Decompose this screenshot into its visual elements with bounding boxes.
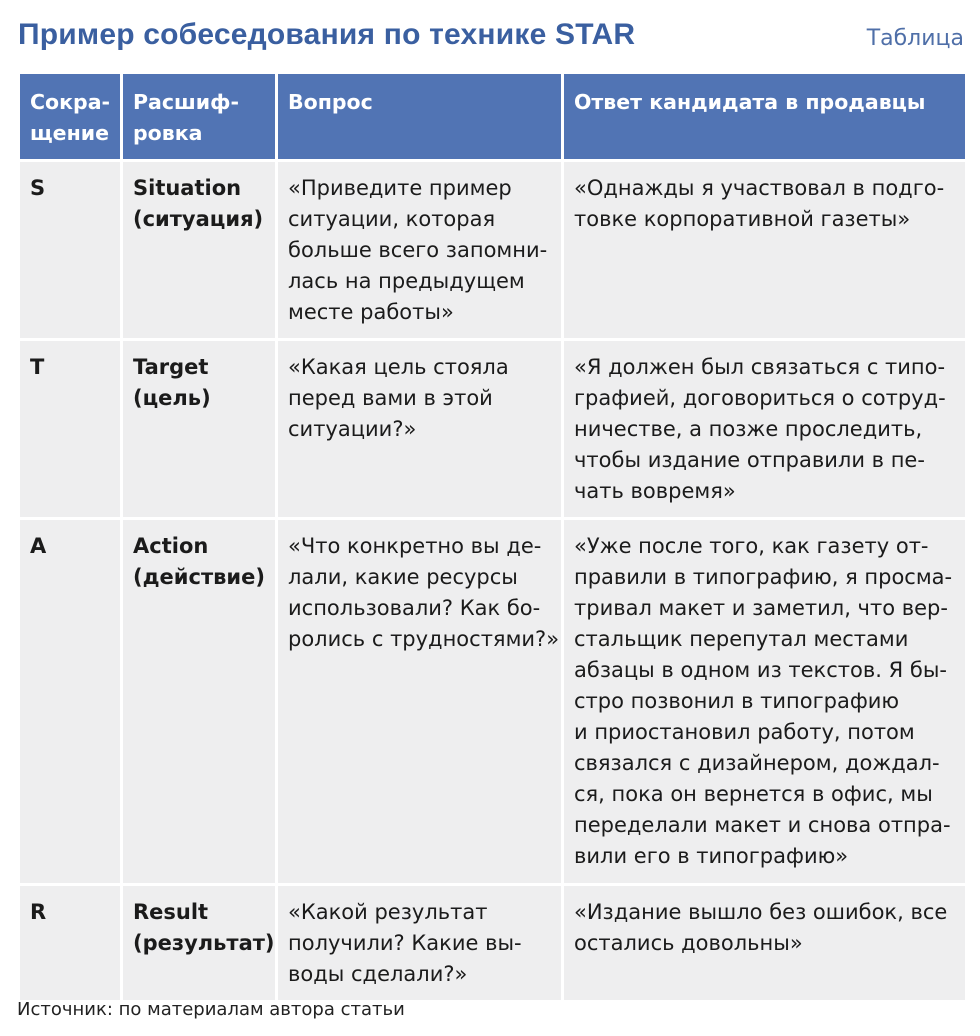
answer-cell — [563, 161, 967, 340]
cell-line: воды сделали?» — [288, 962, 468, 986]
abbreviation-cell: T — [19, 340, 122, 519]
cell-line: товке корпоративной газеты» — [574, 207, 911, 231]
cell-line: ничестве, а позже проследить, — [574, 417, 923, 441]
header-row — [19, 73, 967, 161]
decoding-cell — [122, 885, 277, 1002]
cell-line: правили в типографию, я просма- — [574, 565, 953, 589]
cell-line: и приостановил работу, потом — [574, 720, 915, 744]
header-line: Вопрос — [288, 90, 373, 114]
cell-line: использовали? Как бо- — [288, 596, 541, 620]
answer-cell — [563, 885, 967, 1002]
answer-cell — [563, 340, 967, 519]
cell-line: связался с дизайнером, дождал- — [574, 751, 940, 775]
cell-line: (результат) — [133, 931, 275, 955]
cell-line: ситуации, которая — [288, 207, 496, 231]
cell-line: «Что конкретно вы де- — [288, 534, 542, 558]
question-cell — [277, 161, 563, 340]
cell-line: месте работы» — [288, 300, 454, 324]
cell-line: ролись с трудностями?» — [288, 627, 560, 651]
table-row — [19, 340, 967, 519]
cell-line: лась на предыдущем — [288, 269, 525, 293]
cell-line: (ситуация) — [133, 207, 264, 231]
column-header-answer — [563, 73, 967, 161]
cell-line: «Я должен был связаться с типо- — [574, 355, 946, 379]
cell-line: абзацы в одном из текстов. Я бы- — [574, 658, 947, 682]
cell-line: «Однажды я участвовал в подго- — [574, 176, 945, 200]
table-label: Таблица — [866, 26, 964, 51]
cell-line: Action — [133, 534, 209, 558]
cell-line: чтобы издание отправили в пе- — [574, 448, 925, 472]
cell-line: ситуации?» — [288, 417, 417, 441]
header-line: Ответ кандидата в продавцы — [574, 90, 926, 114]
question-cell — [277, 519, 563, 885]
header-line: Сокра- — [30, 90, 111, 114]
cell-line: вили его в типографию» — [574, 844, 849, 868]
header-line: ровка — [133, 121, 203, 145]
cell-line: Result — [133, 900, 209, 924]
cell-line: перед вами в этой — [288, 386, 493, 410]
star-table — [17, 71, 968, 1003]
cell-line: остались довольны» — [574, 931, 803, 955]
cell-line: ся, пока он вернется в офис, мы — [574, 782, 933, 806]
cell-line: стро позвонил в типографию — [574, 689, 900, 713]
cell-line: получили? Какие вы- — [288, 931, 522, 955]
table-row — [19, 885, 967, 1002]
abbreviation-cell: R — [19, 885, 122, 1002]
column-header-decoding — [122, 73, 277, 161]
column-header-abbreviation — [19, 73, 122, 161]
cell-line: Target — [133, 355, 209, 379]
cell-line: «Издание вышло без ошибок, все — [574, 900, 948, 924]
cell-line: (действие) — [133, 565, 265, 589]
cell-line: «Приведите пример — [288, 176, 512, 200]
answer-cell — [563, 519, 967, 885]
decoding-cell — [122, 161, 277, 340]
table-row — [19, 161, 967, 340]
question-cell — [277, 340, 563, 519]
decoding-cell — [122, 519, 277, 885]
abbreviation-cell: A — [19, 519, 122, 885]
cell-line: «Какая цель стояла — [288, 355, 509, 379]
cell-line: чать вовремя» — [574, 479, 736, 503]
cell-line: лали, какие ресурсы — [288, 565, 518, 589]
cell-line: переделали макет и снова отпра- — [574, 813, 951, 837]
page-title: Пример собеседования по технике STAR — [18, 18, 636, 51]
source-note: Источник: по материалам автора статьи — [17, 999, 405, 1020]
cell-line: Situation — [133, 176, 242, 200]
cell-line: (цель) — [133, 386, 211, 410]
table-row — [19, 519, 967, 885]
abbreviation-cell: S — [19, 161, 122, 340]
header-line: щение — [30, 121, 109, 145]
decoding-cell — [122, 340, 277, 519]
header-line: Расшиф- — [133, 90, 239, 114]
cell-line: «Какой результат — [288, 900, 488, 924]
cell-line: графией, договориться о сотруд- — [574, 386, 946, 410]
question-cell — [277, 885, 563, 1002]
cell-line: «Уже после того, как газету от- — [574, 534, 929, 558]
cell-line: больше всего запомни- — [288, 238, 548, 262]
cell-line: тривал макет и заметил, что вер- — [574, 596, 948, 620]
cell-line: стальщик перепутал местами — [574, 627, 909, 651]
column-header-question — [277, 73, 563, 161]
